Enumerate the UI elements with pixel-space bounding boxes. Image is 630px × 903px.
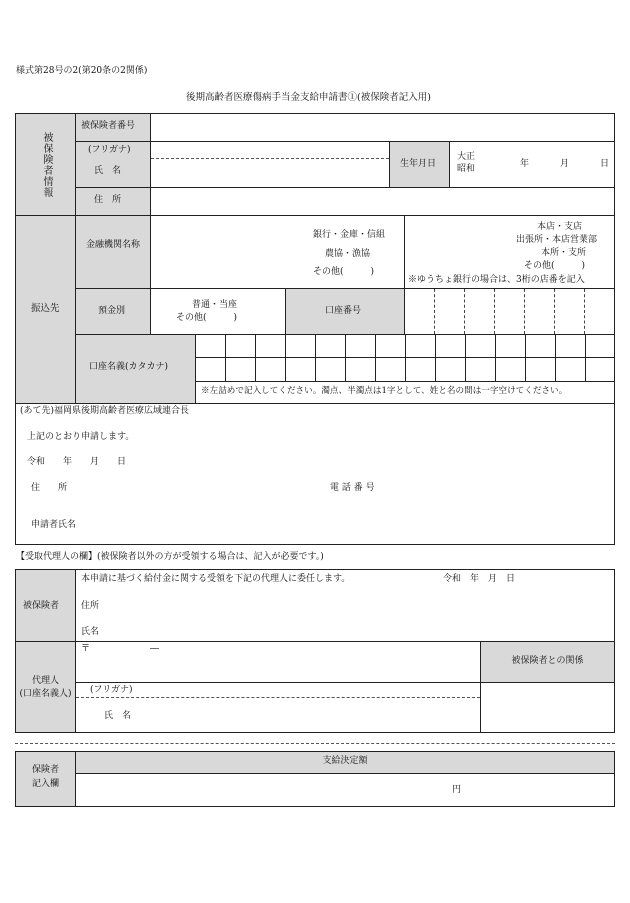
insurer-label-2: 記入欄 (31, 779, 59, 789)
delegation-text: 本申請に基づく給付金に関する受領を下記の代理人に委任します。 (81, 574, 351, 584)
institution-type-1: 銀行・金庫・信組 (313, 230, 386, 240)
amount-field[interactable] (75, 773, 615, 807)
name-label: 氏 名 (94, 166, 122, 176)
insured-address-field[interactable] (150, 187, 615, 216)
proxy-label-2: (口座名義人) (19, 689, 72, 699)
applicant-name-label: 申請者氏名 (31, 520, 77, 530)
application-statement: 上記のとおり申請します。 (27, 432, 135, 442)
insured-number-field[interactable] (150, 113, 615, 142)
proxy-insured-label: 被保険者 (23, 601, 60, 611)
address-label: 住 所 (94, 195, 122, 205)
addressee: (あて先)福岡県後期高齢者医療広域連合長 (20, 406, 190, 416)
account-type-option-2: その他( ) (176, 313, 238, 323)
branch-type-4: その他( ) (524, 261, 586, 271)
insured-side-label: 被保険者情報 (41, 132, 52, 198)
institution-label: 金融機関名称 (85, 240, 140, 250)
furigana-label: (フリガナ) (88, 145, 131, 155)
era-showa: 昭和 (457, 164, 476, 174)
account-name-note: ※左詰めで記入してください。濁点、半濁点は1字として、姓と名の間は一字空けてください。 (201, 386, 568, 396)
insured-name-field[interactable] (150, 141, 390, 188)
proxy-furigana-label: (フリガナ) (90, 685, 133, 695)
delegation-date[interactable]: 令和 年 月 日 (443, 574, 516, 584)
application-date[interactable]: 令和 年 月 日 (27, 457, 127, 467)
proxy-heading: 【受取代理人の欄】(被保険者以外の方が受領する場合は、記入が必要です。) (16, 552, 324, 562)
applicant-address-label: 住 所 (31, 483, 68, 493)
era-taisho: 大正 (457, 152, 476, 162)
proxy-insured-address-label: 住所 (81, 601, 100, 611)
institution-type-3: その他( ) (313, 267, 375, 277)
form-number: 様式第28号の2(第20条の2関係) (16, 66, 148, 76)
yen-label: 円 (452, 785, 462, 795)
amount-label: 支給決定額 (322, 756, 368, 766)
proxy-insured-name-label: 氏名 (81, 627, 100, 637)
account-type-field[interactable] (150, 288, 286, 335)
proxy-label-1: 代理人 (31, 676, 59, 686)
account-type-label: 預金別 (98, 306, 126, 316)
yucho-note: ※ゆうちょ銀行の場合は、3桁の店番を記入 (408, 275, 585, 285)
year-label: 年 (520, 159, 530, 169)
postal-mark: 〒 (81, 644, 91, 654)
day-label: 日 (600, 159, 610, 169)
insurer-label-1: 保険者 (31, 765, 59, 775)
birthdate-label: 生年月日 (400, 159, 437, 169)
bank-side-label: 振込先 (31, 303, 60, 314)
insured-number-label: 被保険者番号 (81, 121, 136, 131)
branch-type-3: 本所・支所 (541, 248, 587, 258)
account-name-label: 口座名義(カタカナ) (89, 362, 169, 372)
proxy-name-field[interactable] (75, 682, 481, 733)
account-number-label: 口座番号 (325, 306, 362, 316)
postal-dash: ― (150, 644, 159, 654)
relation-field[interactable] (480, 682, 615, 733)
form-title: 後期高齢者医療傷病手当金支給申請書①(被保険者記入用) (186, 92, 431, 103)
branch-type-1: 本店・支店 (537, 222, 583, 232)
proxy-address-field[interactable] (75, 641, 481, 683)
phone-label: 電 話 番 号 (330, 483, 375, 493)
institution-type-2: 農協・漁協 (325, 249, 371, 259)
application-section (15, 403, 615, 545)
account-type-option-1: 普通・当座 (192, 300, 238, 310)
relation-label: 被保険者との関係 (511, 656, 584, 666)
cut-line (15, 743, 615, 744)
branch-type-2: 出張所・本店営業部 (516, 235, 598, 245)
month-label: 月 (560, 159, 570, 169)
proxy-name-label: 氏 名 (104, 711, 132, 721)
